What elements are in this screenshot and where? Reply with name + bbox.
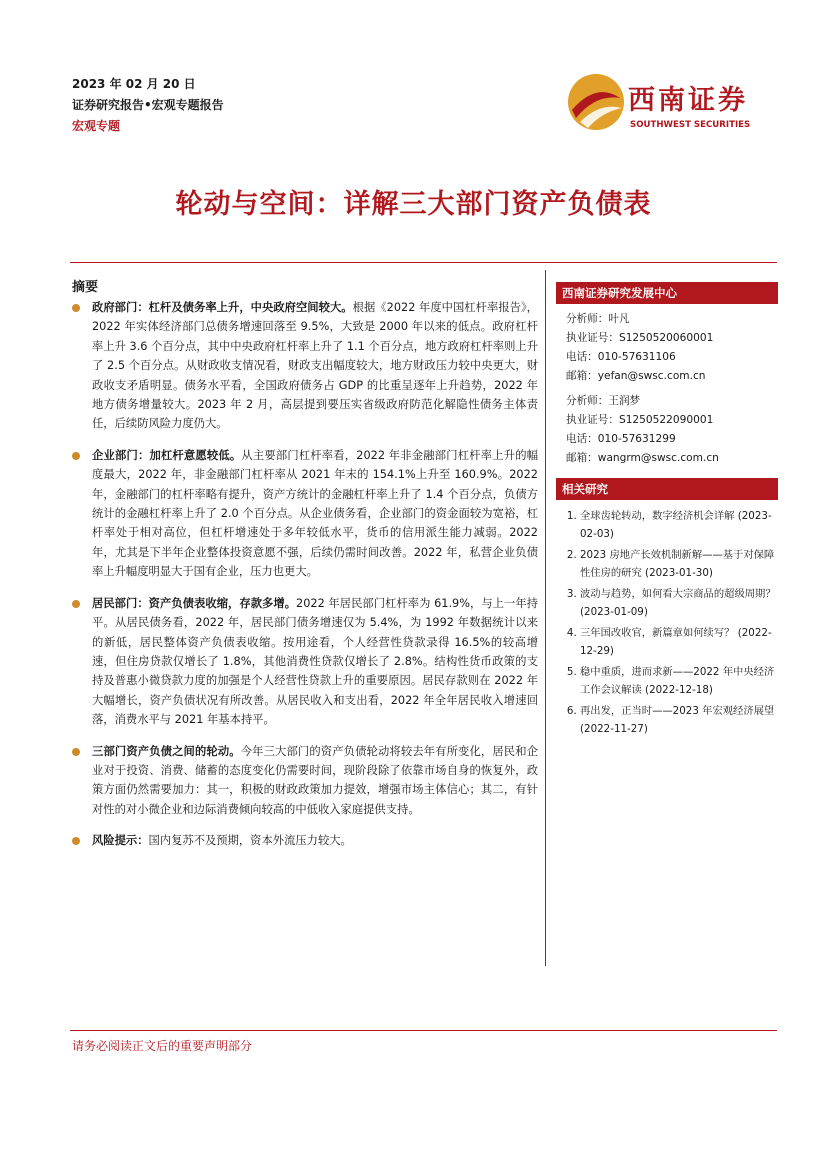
analyst-cert: 执业证号：S1250520060001 [566, 332, 714, 344]
analyst-name: 分析师：王润梦 [566, 395, 641, 407]
report-title: 轮动与空间：详解三大部门资产负债表 [175, 189, 652, 220]
summary-paragraph-enterprise [72, 446, 538, 582]
company-logo [566, 72, 766, 134]
summary-heading: 摘要 [72, 280, 99, 295]
bullet-icon [72, 748, 80, 756]
logo-mark-icon [566, 72, 626, 132]
analyst-email[interactable]: 邮箱：yefan@swsc.com.cn [566, 370, 706, 382]
related-research-list [556, 508, 778, 738]
related-research-title: 相关研究 [556, 478, 778, 500]
bullet-icon [72, 452, 80, 460]
bullet-icon [72, 304, 80, 312]
paragraph-lead: 政府部门：杠杆及债务率上升，中央政府空间较大。 [92, 301, 353, 314]
report-header [72, 74, 224, 137]
paragraph-lead: 居民部门：资产负债表收缩，存款多增。 [92, 596, 297, 610]
summary-paragraph-rotation [72, 742, 538, 820]
summary-paragraph-government [72, 298, 538, 434]
analyst-email[interactable]: 邮箱：wangrm@swsc.com.cn [566, 452, 719, 464]
column-divider [545, 270, 546, 966]
bullet-icon [72, 600, 80, 608]
analyst-list [556, 310, 778, 468]
bullet-icon [72, 837, 80, 845]
paragraph-body: 2022 年居民部门杠杆率为 61.9%，与上一年持平。从居民债务看，2022 年，居民部门债务增速仅为 5.4%，为 1992 年数据统计以来的新低，居民整体资产负债表收缩。按用途看，个人经营性贷款录得 16.5%的较高增速，但住房贷款仅增长了 1.8%，其他消费性贷款仅增长了 2.8%。结构性货币政策的支持及普惠小微贷款力度的加强是个人经营性贷款上升的重要原因。居民存款则在 2022 年大幅增长，资产负债状况有所改善。从居民收入和支出看，2022 年全年居民收入增速回落，消费水平与 2021 年基本持平。 [92, 596, 538, 727]
analyst-phone: 电话：010-57631299 [566, 433, 676, 445]
related-research-item[interactable]: 3. 波动与趋势，如何看大宗商品的超级周期？ (2023-01-09) [580, 586, 778, 621]
related-research-item[interactable]: 5. 稳中重质，进而求新——2022 年中央经济工作会议解读 (2022-12-18) [580, 664, 778, 699]
analyst-phone: 电话：010-57631106 [566, 351, 676, 363]
summary-body [72, 298, 538, 863]
paragraph-lead: 风险提示： [92, 834, 149, 848]
paragraph-lead: 三部门资产负债之间的轮动。 [92, 744, 241, 758]
analyst-name: 分析师：叶凡 [566, 313, 630, 325]
summary-paragraph-household [72, 594, 538, 730]
related-research-item[interactable]: 4. 三年国改收官，新篇章如何续写？ (2022-12-29) [580, 625, 778, 660]
footer-notice: 请务必阅读正文后的重要声明部分 [72, 1039, 253, 1053]
report-date: 2023 年 02 月 20 日 [72, 77, 196, 91]
related-research-item[interactable]: 1. 全球齿轮转动，数字经济机会详解 (2023-02-03) [580, 508, 778, 543]
summary-paragraph-risk [72, 831, 538, 850]
report-type: 证券研究报告•宏观专题报告 [72, 98, 224, 112]
paragraph-lead: 企业部门：加杠杆意愿较低。 [92, 448, 242, 462]
paragraph-body: 从主要部门杠杆率看，2022 年非金融部门杠杆率上升的幅度最大，2022 年，非金融部门杠杆率从 2021 年末的 154.1%上升至 160.9%。2022 年，金融部门的杠杆率略有提升，资产方统计的金融杠杆率上升了 1.4 个百分点，负债方统计的金融杠杆率上升了 2.0 个百分点。从企业债务看，企业部门的资金面较为宽裕，杠杆率处于相对高位，但杠杆增速处于多年较低水平，货币的信用派生能力减弱。2022 年，尤其是下半年企业整体投资意愿不强，后续仍需时间改善。2022 年，私营企业负债率上升幅度明显大于国有企业，压力也更大。 [92, 448, 538, 579]
analyst-panel [556, 282, 778, 468]
related-research-panel [556, 478, 778, 742]
report-category: 宏观专题 [72, 119, 121, 133]
research-center-title: 西南证券研究发展中心 [556, 282, 778, 304]
logo-name-cn: 西南证券 [628, 85, 748, 116]
related-research-item[interactable]: 2. 2023 房地产长效机制新解——基于对保障性住房的研究 (2023-01-30) [580, 547, 778, 582]
paragraph-body: 国内复苏不及预期，资本外流压力较大。 [148, 834, 352, 848]
analyst-cert: 执业证号：S1250522090001 [566, 414, 714, 426]
related-research-item[interactable]: 6. 再出发，正当时——2023 年宏观经济展望 (2022-11-27) [580, 703, 778, 738]
top-divider [70, 262, 777, 263]
logo-name-en: SOUTHWEST SECURITIES [630, 120, 751, 130]
footer-divider [70, 1030, 777, 1031]
paragraph-body: 今年三大部门的资产负债轮动将较去年有所变化，居民和企业对于投资、消费、储蓄的态度变化仍需要时间，现阶段除了依靠市场自身的恢复外，政策方面仍然需要加力：其一，积极的财政政策加力提效，增强市场主体信心；其二，有针对性的对小微企业和边际消费倾向较高的中低收入家庭提供支持。 [92, 744, 538, 816]
paragraph-body: 根据《2022 年度中国杠杆率报告》，2022 年实体经济部门总债务增速回落至 9.5%，大致是 2000 年以来的低点。政府杠杆率上升 3.6 个百分点，其中中央政府杠杆率上升了 1.1 个百分点，地方政府杠杆率则上升了 2.5 个百分点。从财政收支情况看，财政支出幅度较大，地方财政压力较中央更大，财政收支矛盾明显。债务水平看，全国政府债务占 GDP 的比重呈逐年上升趋势，2022 年地方债务增量较大。2023 年 2 月，高层提到要压实省级政府防范化解隐性债务主体责任，后续防风险力度仍大。 [92, 301, 538, 431]
